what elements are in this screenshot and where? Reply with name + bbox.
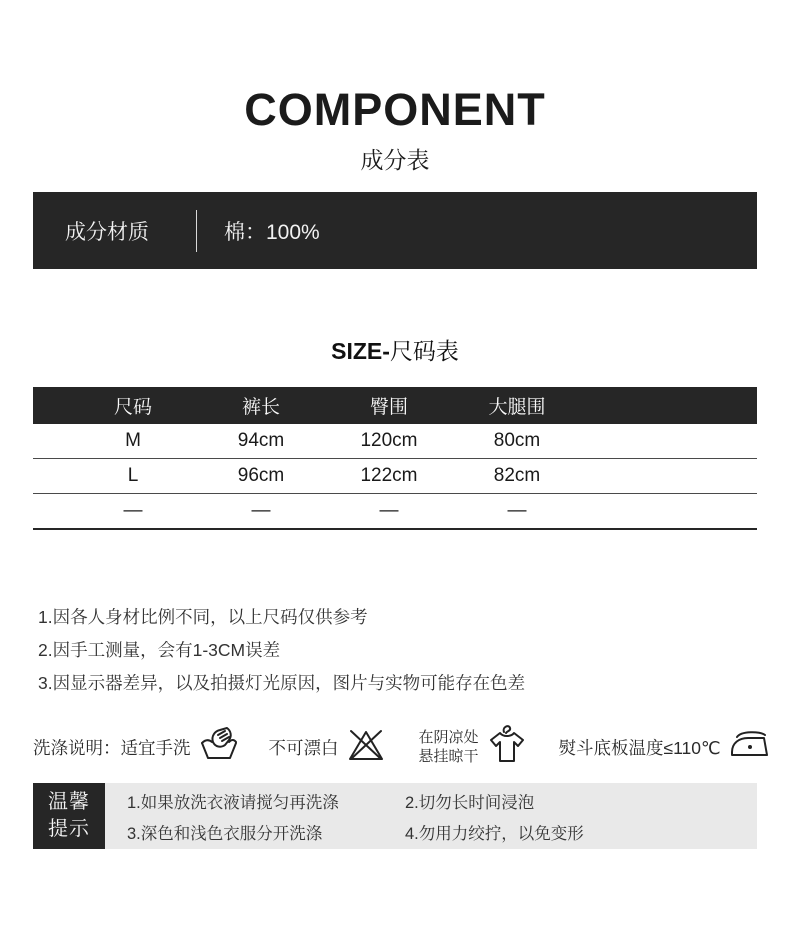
col-header-hip: 臀围 bbox=[369, 397, 408, 419]
wash-item-hang-dry bbox=[419, 723, 525, 772]
table-row bbox=[33, 424, 757, 459]
note-line: 2.因手工测量，会有1-3CM误差 bbox=[38, 640, 281, 661]
size-title-en: SIZE- bbox=[331, 338, 390, 365]
table-row bbox=[33, 459, 757, 494]
col-header-pants-length: 裤长 bbox=[241, 397, 280, 419]
tips-title-box bbox=[33, 783, 105, 849]
composition-label: 成分材质 bbox=[65, 220, 149, 244]
cell-pants-length: — bbox=[251, 500, 271, 522]
cell-pants-length: 96cm bbox=[237, 465, 285, 487]
col-header-thigh: 大腿围 bbox=[488, 397, 546, 419]
no-bleach-icon bbox=[339, 728, 385, 767]
page-subtitle: 成分表 bbox=[360, 147, 430, 174]
wash-item-iron bbox=[559, 730, 771, 764]
cell-thigh: — bbox=[507, 500, 527, 522]
wash-item-handwash bbox=[121, 726, 239, 768]
tips-title-line1: 温馨 bbox=[48, 791, 90, 814]
washing-label: 洗涤说明： bbox=[33, 737, 121, 758]
handwash-icon bbox=[191, 726, 239, 768]
cell-size: — bbox=[123, 500, 143, 522]
size-table-header-row bbox=[33, 387, 757, 424]
col-header-size: 尺码 bbox=[113, 397, 152, 419]
size-table bbox=[33, 387, 757, 530]
handwash-text: 适宜手洗 bbox=[120, 737, 191, 758]
washing-instructions bbox=[33, 718, 790, 776]
no-bleach-text: 不可漂白 bbox=[268, 737, 339, 758]
tips-section bbox=[33, 783, 757, 849]
size-notes bbox=[38, 601, 790, 700]
size-title-cn: 尺码表 bbox=[389, 338, 459, 365]
page-title: COMPONENT bbox=[244, 84, 546, 135]
hang-dry-text-line2: 悬挂晾干 bbox=[418, 748, 479, 766]
note-line: 1.因各人身材比例不同，以上尺码仅供参考 bbox=[38, 607, 368, 628]
header bbox=[0, 0, 790, 175]
tip-item: 3.深色和浅色衣服分开洗涤 bbox=[127, 824, 323, 843]
cell-size: L bbox=[127, 465, 139, 487]
note-line: 3.因显示器差异，以及拍摄灯光原因，图片与实物可能存在色差 bbox=[38, 673, 526, 694]
cell-hip: 122cm bbox=[360, 465, 418, 487]
cell-thigh: 82cm bbox=[493, 465, 541, 487]
cell-hip: — bbox=[379, 500, 399, 522]
hang-dry-icon bbox=[479, 723, 525, 772]
cell-hip: 120cm bbox=[360, 430, 418, 452]
wash-item-no-bleach bbox=[269, 728, 385, 767]
tip-item: 4.勿用力绞拧，以免变形 bbox=[405, 824, 584, 843]
composition-bar bbox=[33, 192, 757, 269]
cell-pants-length: 94cm bbox=[237, 430, 285, 452]
hang-dry-text-line1: 在阴凉处 bbox=[418, 728, 479, 746]
iron-icon bbox=[721, 730, 771, 764]
tips-title-line2: 提示 bbox=[48, 818, 90, 841]
hang-dry-text bbox=[419, 728, 479, 767]
size-section-title bbox=[0, 338, 790, 364]
vertical-divider bbox=[196, 210, 197, 252]
composition-value: 棉：100% bbox=[224, 220, 320, 244]
tip-item: 1.如果放洗衣液请搅匀再洗涤 bbox=[127, 793, 339, 812]
cell-size: M bbox=[125, 430, 141, 452]
cell-thigh: 80cm bbox=[493, 430, 541, 452]
tips-body bbox=[105, 783, 757, 849]
iron-text: 熨斗底板温度≤110℃ bbox=[558, 737, 721, 758]
table-row bbox=[33, 494, 757, 530]
tip-item: 2.切勿长时间浸泡 bbox=[405, 793, 535, 812]
